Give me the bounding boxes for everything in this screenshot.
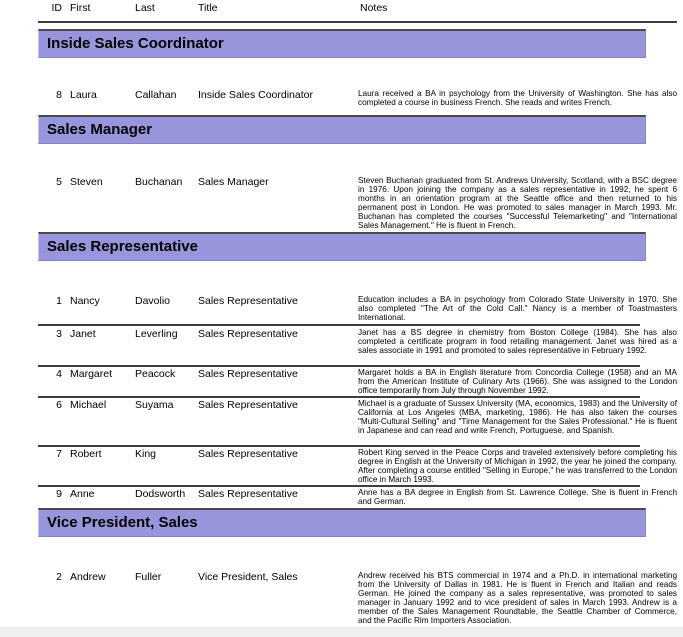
- notes-cell: Laura received a BA in psychology from the University of Washington. She has also completed a course in business French. She reads and writes French.: [358, 89, 677, 107]
- last-name-cell: Suyama: [135, 399, 174, 411]
- notes-cell: Michael is a graduate of Sussex University (MA, economics, 1983) and the University of California at Los Angeles (MBA, marketing, 1986). He has also taken the courses "Multi-Cultural Selling" and "Time Management for the Sales Professional." He is fluent in Japanese and can read and write French, Portuguese, and Spanish.: [358, 399, 677, 435]
- last-name-cell: Peacock: [135, 368, 176, 380]
- title-cell: Sales Representative: [198, 295, 298, 307]
- first-name-cell: Steven: [70, 176, 103, 188]
- title-cell: Vice President, Sales: [198, 571, 298, 583]
- first-name-cell: Andrew: [70, 571, 106, 583]
- employee-id-cell: 8: [56, 89, 62, 101]
- column-header-notes: Notes: [360, 2, 388, 14]
- employee-id-cell: 1: [56, 295, 62, 307]
- page-bottom-margin: [0, 627, 683, 637]
- notes-cell: Steven Buchanan graduated from St. Andrews University, Scotland, with a BSC degree in 1976. Upon joining the company as a sales representative in 1992, he spent 6 months in an orientation program at the Seattle office and then returned to his permanent post in London. He was promoted to sales manager in March 1993. Mr. Buchanan has completed the courses "Successful Telemarketing" and "International Sales Management." He is fluent in French.: [358, 176, 677, 230]
- first-name-cell: Janet: [70, 328, 96, 340]
- first-name-cell: Robert: [70, 448, 102, 460]
- last-name-cell: Fuller: [135, 571, 162, 583]
- notes-cell: Anne has a BA degree in English from St. Lawrence College. She is fluent in French and German.: [358, 488, 677, 506]
- notes-cell: Margaret holds a BA in English literature from Concordia College (1958) and an MA from the American Institute of Culinary Arts (1966). She was assigned to the London office temporarily from July through November 1992.: [358, 368, 677, 395]
- row-separator-line: [38, 445, 640, 447]
- row-separator-line: [38, 485, 640, 487]
- last-name-cell: King: [135, 448, 157, 460]
- last-name-cell: Davolio: [135, 295, 171, 307]
- title-cell: Sales Manager: [198, 176, 269, 188]
- column-header-id: ID: [51, 2, 62, 14]
- group-banner-sales-representative: Sales Representative: [38, 232, 646, 261]
- row-separator-line: [38, 365, 640, 367]
- column-header-first: First: [70, 2, 91, 14]
- notes-cell: Robert King served in the Peace Corps and traveled extensively before completing his degree in English at the University of Michigan in 1992, the year he joined the company. After completing a course entitled "Selling in Europe," he was transferred to the London office in March 1993.: [358, 448, 677, 484]
- employee-id-cell: 4: [56, 368, 62, 380]
- title-cell: Sales Representative: [198, 399, 298, 411]
- employee-id-cell: 2: [56, 571, 62, 583]
- notes-cell: Education includes a BA in psychology from Colorado State University in 1970. She also completed "The Art of the Cold Call." Nancy is a member of Toastmasters International.: [358, 295, 677, 322]
- title-cell: Sales Representative: [198, 328, 298, 340]
- first-name-cell: Laura: [70, 89, 97, 101]
- last-name-cell: Leverling: [135, 328, 178, 340]
- column-header-title: Title: [198, 2, 218, 14]
- title-cell: Sales Representative: [198, 448, 298, 460]
- employee-id-cell: 9: [56, 488, 62, 500]
- group-banner-sales-manager: Sales Manager: [38, 115, 646, 144]
- first-name-cell: Anne: [70, 488, 95, 500]
- last-name-cell: Buchanan: [135, 176, 183, 188]
- last-name-cell: Callahan: [135, 89, 177, 101]
- notes-cell: Andrew received his BTS commercial in 1974 and a Ph.D. in international marketing from the University of Dallas in 1981. He is fluent in French and Italian and reads German. He joined the company as a sales representative, was promoted to sales manager in January 1992 and to vice president of sales in March 1993. Andrew is a member of the Sales Management Roundtable, the Seattle Chamber of Commerce, and the Pacific Rim Importers Association.: [358, 571, 677, 625]
- title-cell: Sales Representative: [198, 488, 298, 500]
- header-rule: [38, 21, 677, 23]
- column-headers: [0, 2, 683, 16]
- notes-cell: Janet has a BS degree in chemistry from Boston College (1984). She has also completed a certificate program in food retailing management. Janet was hired as a sales associate in 1991 and promoted to sales representative in February 1992.: [358, 328, 677, 355]
- row-separator-line: [38, 324, 640, 326]
- column-header-last: Last: [135, 2, 155, 14]
- first-name-cell: Michael: [70, 399, 107, 411]
- row-separator-line: [38, 396, 640, 398]
- group-banner-vice-president-sales: Vice President, Sales: [38, 508, 646, 537]
- first-name-cell: Nancy: [70, 295, 100, 307]
- employee-id-cell: 7: [56, 448, 62, 460]
- employee-id-cell: 6: [56, 399, 62, 411]
- employee-id-cell: 3: [56, 328, 62, 340]
- last-name-cell: Dodsworth: [135, 488, 186, 500]
- group-banner-inside-sales-coordinator: Inside Sales Coordinator: [38, 29, 646, 58]
- title-cell: Sales Representative: [198, 368, 298, 380]
- employee-id-cell: 5: [56, 176, 62, 188]
- first-name-cell: Margaret: [70, 368, 113, 380]
- title-cell: Inside Sales Coordinator: [198, 89, 313, 101]
